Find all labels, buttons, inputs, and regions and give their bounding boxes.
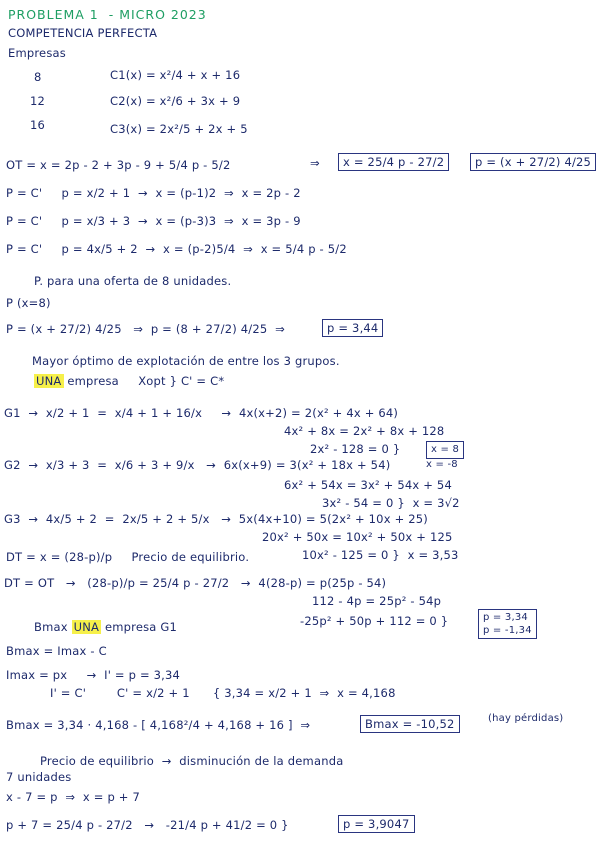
g2-equation: 3x² - 54 = 0 } x = 3√2 xyxy=(322,496,460,510)
g1-alt-root: x = -8 xyxy=(426,459,458,470)
bmax-definition: Bmax = Imax - C xyxy=(6,644,107,658)
g1-equation: 2x² - 128 = 0 } xyxy=(310,442,401,456)
equilibrium-equation: DT = OT → (28-p)/p = 25/4 p - 27/2 → 4(28-p) = p(25p - 54) xyxy=(4,576,387,590)
section-heading: Precio de equilibrio → disminución de la demanda xyxy=(40,754,344,768)
bmax-result-box: Bmax = -10,52 xyxy=(360,715,460,733)
final-equation: p + 7 = 25/4 p - 27/2 → -21/4 p + 41/2 = 0 } xyxy=(6,818,289,832)
supply-line: P = C' p = x/3 + 3 → x = (p-3)3 ⇒ x = 3p - 9 xyxy=(6,214,301,228)
g3-equation: 20x² + 50x = 10x² + 50x + 125 xyxy=(262,530,453,544)
final-equation: x - 7 = p ⇒ x = p + 7 xyxy=(6,790,141,804)
page-title: PROBLEMA 1 - MICRO 2023 xyxy=(8,7,207,22)
root: p = 3,34 xyxy=(483,612,528,623)
marginal-line: I' = C' C' = x/2 + 1 { 3,34 = x/2 + 1 ⇒ x = 4,168 xyxy=(50,686,396,700)
supply-line: P = C' p = x/2 + 1 → x = (p-1)2 ⇒ x = 2p - 2 xyxy=(6,186,301,200)
g1-equation: G1 → x/2 + 1 = x/4 + 1 + 16/x → 4x(x+2) = 2(x² + 4x + 64) xyxy=(4,406,399,420)
bmax-firm: empresa G1 xyxy=(104,620,178,634)
group-count: 12 xyxy=(30,94,46,108)
xopt-condition: empresa Xopt } C' = C* xyxy=(67,374,225,388)
una-highlight-row xyxy=(34,374,224,388)
g2-equation: 6x² + 54x = 3x² + 54x + 54 xyxy=(284,478,452,492)
group-count: 16 xyxy=(30,118,46,132)
ot-inverse-box: p = (x + 27/2) 4/25 xyxy=(470,153,596,171)
final-units: 7 unidades xyxy=(6,770,72,784)
demand-line: DT = x = (28-p)/p Precio de equilibrio. xyxy=(6,550,250,564)
bmax-note: (hay pérdidas) xyxy=(488,713,564,724)
cost-function: C1(x) = x²/4 + x + 16 xyxy=(110,68,241,82)
g1-result-box: x = 8 xyxy=(426,441,464,459)
g3-equation: 10x² - 125 = 0 } x = 3,53 xyxy=(302,548,459,562)
equilibrium-equation: 112 - 4p = 25p² - 54p xyxy=(312,594,442,608)
supply-line: P = C' p = 4x/5 + 2 → x = (p-2)5/4 ⇒ x = 5/4 p - 5/2 xyxy=(6,242,347,256)
bmax-heading xyxy=(34,620,177,634)
p-condition: P (x=8) xyxy=(6,296,51,310)
imax-line: Imax = px → I' = p = 3,34 xyxy=(6,668,181,682)
section-heading: Mayor óptimo de explotación de entre los 3 grupos. xyxy=(32,354,340,368)
cost-function: C3(x) = 2x²/5 + 2x + 5 xyxy=(110,122,248,136)
firms-label: Empresas xyxy=(8,46,66,60)
group-count: 8 xyxy=(34,70,42,84)
bmax-label: Bmax xyxy=(34,620,68,634)
subtitle: COMPETENCIA PERFECTA xyxy=(8,26,158,40)
final-result-box: p = 3,9047 xyxy=(338,815,415,833)
bmax-calculation: Bmax = 3,34 · 4,168 - [ 4,168²/4 + 4,168 + 16 ] ⇒ xyxy=(6,718,311,732)
p-calculation: P = (x + 27/2) 4/25 ⇒ p = (8 + 27/2) 4/25 ⇒ xyxy=(6,322,285,336)
equilibrium-equation: -25p² + 50p + 112 = 0 } xyxy=(300,614,449,628)
ot-result-box: x = 25/4 p - 27/2 xyxy=(338,153,449,171)
p-result-box: p = 3,44 xyxy=(322,319,383,337)
g1-equation: 4x² + 8x = 2x² + 8x + 128 xyxy=(284,424,445,438)
g2-equation: G2 → x/3 + 3 = x/6 + 3 + 9/x → 6x(x+9) = 3(x² + 18x + 54) xyxy=(4,458,391,472)
root: p = -1,34 xyxy=(483,625,532,636)
una-highlight: UNA xyxy=(73,620,100,634)
g3-equation: G3 → 4x/5 + 2 = 2x/5 + 2 + 5/x → 5x(4x+10) = 5(2x² + 10x + 25) xyxy=(4,512,428,526)
cost-function: C2(x) = x²/6 + 3x + 9 xyxy=(110,94,241,108)
una-highlight: UNA xyxy=(36,374,62,388)
section-heading: P. para una oferta de 8 unidades. xyxy=(34,274,232,288)
equilibrium-roots-box xyxy=(478,609,537,639)
ot-equation: OT = x = 2p - 2 + 3p - 9 + 5/4 p - 5/2 xyxy=(6,158,231,172)
ot-arrow: ⇒ xyxy=(310,156,320,170)
